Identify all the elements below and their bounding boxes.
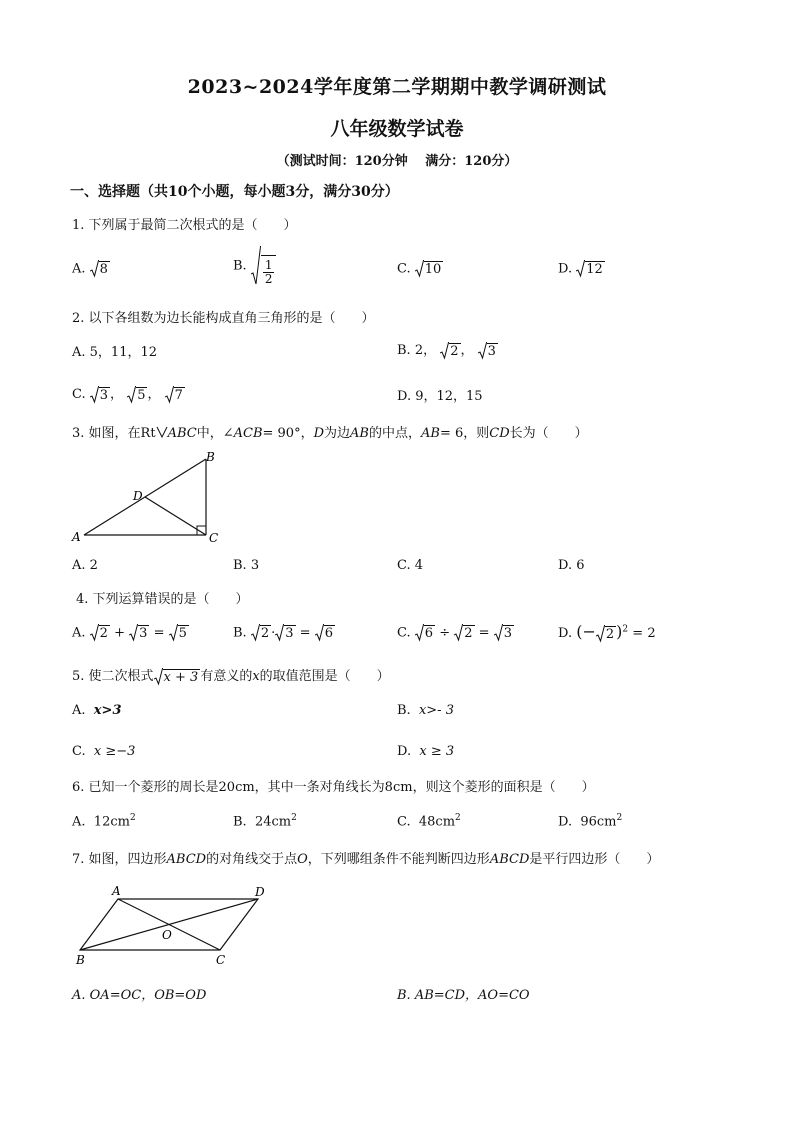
q3-option-b: B. 3: [233, 558, 260, 573]
operator: +: [114, 625, 125, 641]
sqrt-sign: [165, 386, 185, 404]
radicand: 12: [586, 262, 603, 277]
math-var: ABCD: [489, 852, 530, 867]
equals: =: [299, 625, 311, 641]
stem-text: 3. 如图，在Rt: [72, 426, 156, 441]
exponent: 2: [622, 624, 629, 635]
sqrt-sign: [169, 624, 189, 642]
vertex-label-d: D: [255, 885, 265, 899]
q5-option-c: [72, 744, 135, 759]
q4-option-a: [72, 624, 189, 642]
option-label: C.: [72, 387, 86, 402]
equals: =: [478, 625, 490, 641]
option-value: 96cm: [580, 814, 617, 830]
option-value: x>- 3: [418, 703, 454, 718]
q7-parallelogram-figure: [70, 880, 280, 972]
math-var: CD: [489, 426, 510, 441]
sqrt-sign: [275, 624, 295, 642]
option-value: 24cm: [254, 814, 292, 830]
exponent: 2: [291, 813, 297, 823]
radicand: 5: [178, 626, 187, 641]
option-value: x>3: [93, 703, 122, 718]
vertex-label-b: B: [76, 953, 85, 967]
q3-option-a: A. 2: [72, 558, 98, 573]
option-label: D.: [558, 261, 573, 277]
sqrt-sign: [454, 624, 474, 642]
exam-info: （测试时间：120分钟 满分：120分）: [276, 154, 518, 169]
stem-text: = 90°，: [262, 426, 314, 441]
sqrt-sign: [129, 624, 149, 642]
sqrt-sign: [494, 624, 514, 642]
q6-option-c: [397, 813, 461, 829]
diagonal-bd: [80, 899, 258, 950]
paren-close: ): [616, 622, 623, 641]
option-label: B.: [233, 625, 247, 641]
stem-text: 为边: [324, 426, 351, 441]
denominator: 2: [264, 272, 273, 286]
sqrt-sign: [127, 386, 147, 404]
option-label: C.: [397, 814, 411, 830]
math-var: O: [297, 852, 308, 867]
option-label: C.: [72, 744, 86, 759]
sqrt-sign: [415, 260, 444, 278]
vertex-label-a: A: [72, 530, 81, 544]
q2-stem: 2. 以下各组数为边长能构成直角三角形的是（ ）: [72, 311, 375, 326]
sqrt-sign: [90, 624, 110, 642]
stem-text: 长为（ ）: [509, 426, 588, 441]
q1-option-b: [233, 246, 276, 286]
q5-option-a: [72, 703, 122, 718]
math-var: AB: [350, 426, 369, 441]
vertex-label-c: C: [216, 953, 226, 967]
option-value: 48cm: [418, 814, 456, 830]
q2-option-b: [397, 339, 498, 360]
stem-text: 7. 如图，四边形: [72, 852, 167, 867]
radicand: 3: [285, 626, 294, 641]
q3-stem: [72, 422, 588, 441]
operator: ÷: [439, 625, 451, 641]
math-var: x: [252, 669, 260, 684]
operator: ·: [271, 625, 276, 641]
q7-option-b: B. AB=CD，AO=CO: [397, 988, 530, 1003]
vertex-label-c: C: [209, 531, 219, 545]
q6-stem: 6. 已知一个菱形的周长是20cm，其中一条对角线长为8cm，则这个菱形的面积是（ ）: [72, 780, 595, 795]
separator: ，: [110, 387, 124, 402]
vertex-label-d: D: [133, 489, 143, 503]
option-label: D.: [558, 814, 573, 830]
radicand: 3: [99, 387, 109, 403]
radicand: 2: [99, 626, 108, 641]
option-label: A.: [72, 625, 86, 641]
math-var: AB: [421, 426, 440, 441]
radicand: 10: [424, 262, 442, 277]
q6-option-b: [233, 813, 297, 829]
math-var: ACB: [233, 426, 263, 441]
option-label: B.: [233, 258, 247, 274]
option-label: A.: [72, 261, 86, 277]
option-label: D.: [558, 626, 573, 641]
option-label: C.: [397, 261, 411, 277]
exponent: 2: [616, 813, 623, 823]
radicand: 2: [260, 626, 270, 641]
q4-option-b: [233, 624, 335, 642]
option-value: 12cm: [93, 814, 130, 830]
stem-text: 5. 使二次根式: [72, 669, 154, 684]
option-value: x ≥ 3: [419, 744, 455, 759]
math-var: ABC: [167, 426, 197, 441]
stem-text: 的对角线交于点: [206, 852, 298, 867]
radicand: 6: [424, 626, 434, 641]
radicand: 2: [605, 626, 615, 642]
radicand: 3: [487, 343, 496, 359]
triangle-icon: [156, 426, 168, 438]
q2-option-c: [72, 383, 185, 404]
radicand: 6: [324, 626, 333, 641]
q2-option-a: A. 5，11，12: [72, 345, 158, 360]
equals: =: [153, 625, 165, 641]
option-label: B.: [233, 814, 247, 830]
equals-result: = 2: [628, 626, 656, 641]
q7-option-a: A. OA=OC，OB=OD: [72, 988, 207, 1003]
sqrt-sign: [576, 260, 605, 278]
exponent: 2: [455, 813, 461, 823]
q1-option-d: [558, 260, 605, 278]
radicand: 2: [464, 626, 473, 641]
q3-option-d: D. 6: [558, 558, 585, 573]
q6-option-a: [72, 813, 136, 829]
separator: ，: [147, 387, 161, 402]
q5-option-d: [397, 744, 454, 759]
sqrt-sign: [251, 624, 271, 642]
q1-option-a: [72, 260, 110, 278]
sqrt-sign: [90, 260, 110, 278]
stem-text: 的中点，: [368, 426, 421, 441]
vertex-label-a: A: [112, 884, 121, 898]
q7-stem: [72, 848, 659, 867]
exam-title: 2023~2024学年度第二学期期中教学调研测试: [187, 76, 607, 98]
q1-option-c: [397, 260, 443, 278]
sqrt-sign: [90, 386, 110, 404]
option-label: A.: [72, 814, 86, 830]
sqrt-sign: [440, 342, 460, 360]
q3-triangle-figure: [66, 445, 226, 545]
q4-option-c: [397, 624, 514, 642]
radicand: 8: [99, 262, 108, 277]
center-label-o: O: [162, 928, 172, 942]
option-label: A.: [72, 703, 86, 718]
option-label: C.: [397, 625, 411, 641]
paren-open: (−: [576, 622, 596, 641]
sqrt-sign: [478, 342, 498, 360]
stem-text: 中，∠: [196, 426, 234, 441]
stem-text: 有意义的: [200, 669, 253, 684]
math-var: D: [313, 426, 325, 441]
stem-text: = 6，则: [439, 426, 490, 441]
q2-option-d: D. 9，12，15: [397, 389, 483, 404]
sqrt-sign: [251, 246, 277, 286]
sqrt-sign: [315, 624, 335, 642]
exponent: 2: [129, 813, 136, 823]
radicand: 7: [174, 387, 183, 403]
sqrt-sign: [415, 624, 435, 642]
sqrt-sign: [154, 668, 201, 686]
radicand: 3: [139, 626, 148, 641]
stem-text: ，下列哪组条件不能判断四边形: [307, 852, 490, 867]
option-label: B. 2，: [397, 343, 437, 358]
radicand: 5: [137, 387, 146, 403]
q5-stem: [72, 665, 390, 686]
stem-text: 的取值范围是（ ）: [259, 669, 390, 684]
q4-option-d: [558, 622, 656, 643]
fraction: [263, 259, 275, 286]
numerator: 1: [264, 258, 273, 272]
q6-option-d: [558, 813, 622, 829]
vertex-label-b: B: [206, 450, 215, 464]
radicand: 3: [503, 626, 512, 641]
option-value: x ≥−3: [93, 744, 136, 759]
sqrt-sign: [596, 625, 616, 643]
exam-subtitle: 八年级数学试卷: [330, 118, 464, 140]
option-label: B.: [397, 703, 411, 718]
option-label: D.: [397, 744, 412, 759]
q3-option-c: C. 4: [397, 558, 424, 573]
section-title: 一、选择题（共10个小题，每小题3分，满分30分）: [70, 184, 399, 200]
math-var: ABCD: [166, 852, 207, 867]
stem-text: 是平行四边形（ ）: [529, 852, 660, 867]
radicand: 2: [450, 343, 459, 359]
q1-stem: 1. 下列属于最简二次根式的是（ ）: [72, 218, 297, 233]
q5-option-b: [397, 703, 454, 718]
q4-stem: 4. 下列运算错误的是（ ）: [76, 592, 249, 607]
separator: ，: [460, 343, 474, 358]
radicand: x + 3: [163, 669, 199, 685]
